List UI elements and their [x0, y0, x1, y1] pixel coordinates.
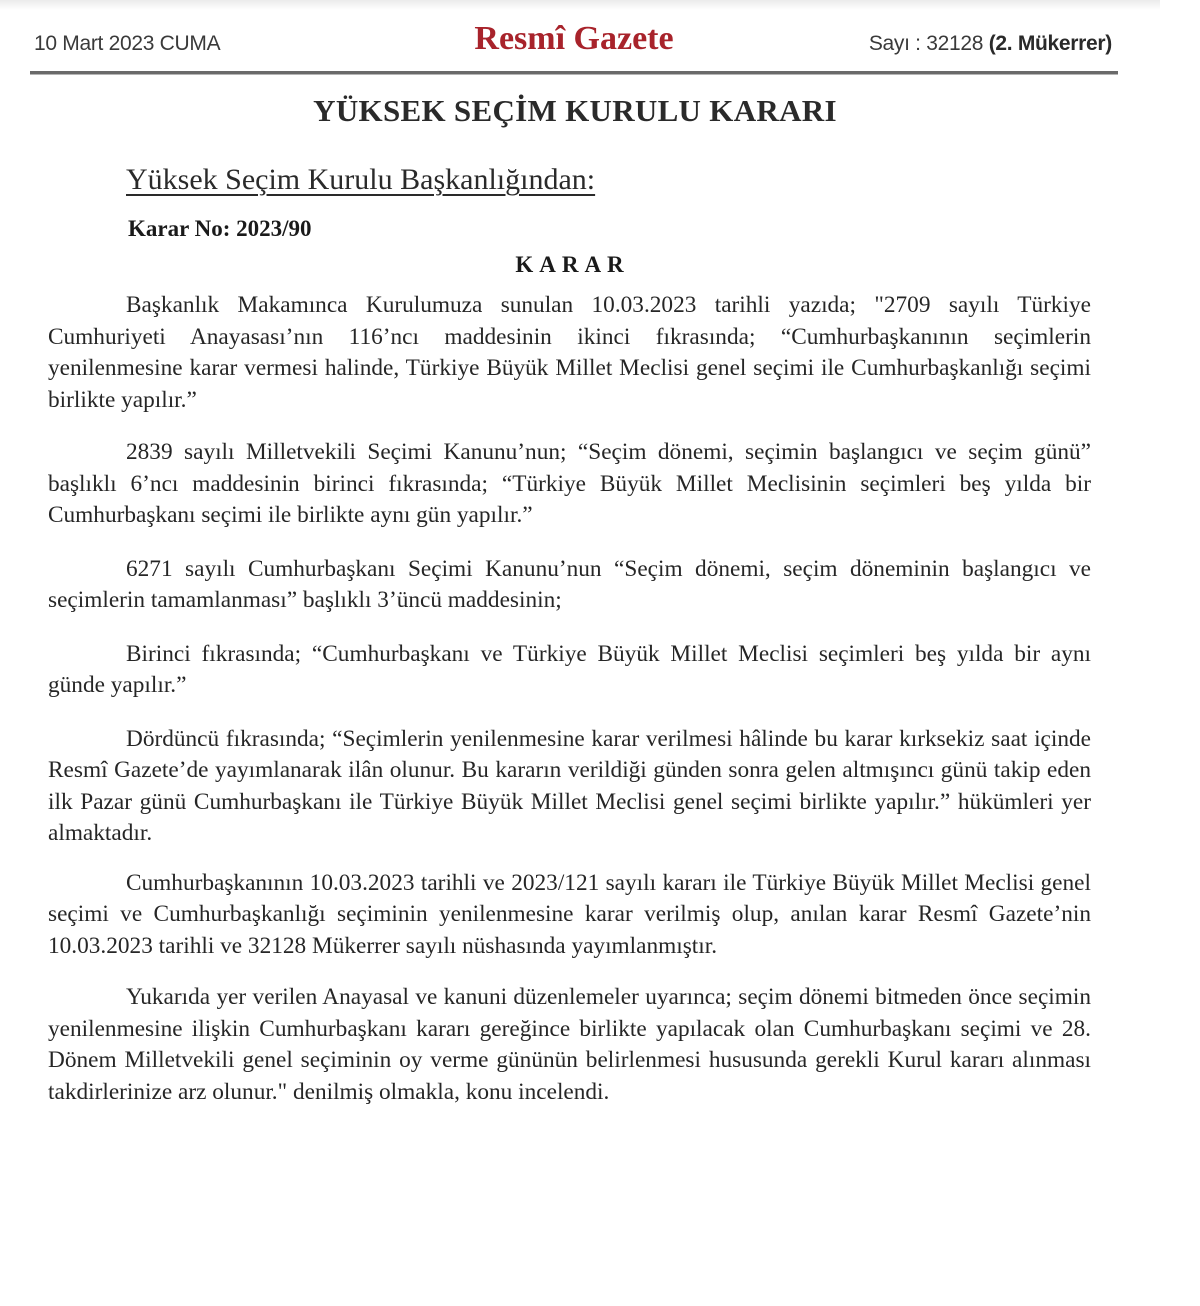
- issue-number-label: Sayı : 32128: [868, 32, 989, 55]
- document-title: YÜKSEK SEÇİM KURULU KARARI: [313, 93, 837, 128]
- page-top-shadow: [0, 0, 1160, 10]
- paragraph: Birinci fıkrasında; “Cumhurbaşkanı ve Türkiye Büyük Millet Meclisi seçimleri beş yılda bir aynı günde yapılır.”: [48, 640, 1091, 698]
- issue-repeat-label: (2. Mükerrer): [988, 32, 1112, 55]
- paragraph: Dördüncü fıkrasında; “Seçimlerin yenilenmesine karar verilmesi hâlinde bu karar kırksekiz saat içinde Resmî Gazete’de yayımlanarak ilân olunur. Bu kararın verildiği günden sonra gelen altmışıncı günü takip eden ilk Pazar günü Cumhurbaşkanı ile Türkiye Büyük Millet Meclisi genel seçimi birlikte yapılır.” hükümleri yer almaktadır.: [48, 725, 1091, 846]
- paragraph: Yukarıda yer verilen Anayasal ve kanuni düzenlemeler uyarınca; seçim dönemi bitmeden önce seçimin yenilenmesine ilişkin Cumhurbaşkanı kararı gereğince birlikte yapılacak olan Cumhurbaşkanı seçimi ve 28. Dönem Milletvekili genel seçiminin oy verme gününün belirlenmesi hususunda gerekli Kurul kararı alınması takdirlerinize arz olunur." denilmiş olmakla, konu incelendi.: [48, 984, 1091, 1105]
- section-heading: KARAR: [515, 252, 630, 277]
- paragraph: 6271 sayılı Cumhurbaşkanı Seçimi Kanunu’nun “Seçim dönemi, seçim döneminin başlangıcı ve seçimlerin tamamlanması” başlıklı 3’üncü maddesinin;: [48, 555, 1091, 613]
- paragraph: 2839 sayılı Milletvekili Seçimi Kanunu’nun; “Seçim dönemi, seçimin başlangıcı ve seçim günü” başlıklı 6’ncı maddesinin birinci fıkrasında; “Türkiye Büyük Millet Meclisinin seçimleri beş yılda bir Cumhurbaşkanı seçimi ile birlikte aynı gün yapılır.”: [48, 439, 1091, 528]
- header-divider: [30, 71, 1118, 75]
- decision-number: Karar No: 2023/90: [128, 216, 312, 241]
- issue-number: [869, 32, 1112, 56]
- gazette-header: [32, 20, 1116, 72]
- issuing-authority: Yüksek Seçim Kurulu Başkanlığından:: [126, 163, 596, 196]
- gazette-title: Resmî Gazete: [474, 20, 674, 57]
- paragraph: Cumhurbaşkanının 10.03.2023 tarihli ve 2023/121 sayılı kararı ile Türkiye Büyük Millet Meclisi genel seçimi ve Cumhurbaşkanlığı seçiminin yenilenmesine karar verilmiş olup, anılan karar Resmî Gazete’nin 10.03.2023 tarihli ve 32128 Mükerrer sayılı nüshasında yayımlanmıştır.: [48, 869, 1091, 959]
- decision-body: [48, 290, 1091, 1129]
- issue-date: 10 Mart 2023 CUMA: [34, 32, 221, 55]
- paragraph: Başkanlık Makamınca Kurulumuza sunulan 10.03.2023 tarihli yazıda; "2709 sayılı Türkiye Cumhuriyeti Anayasası’nın 116’ncı maddesinin ikinci fıkrasında; “Cumhurbaşkanının seçimlerin yenilenmesine karar vermesi halinde, Türkiye Büyük Millet Meclisi genel seçimi ile Cumhurbaşkanlığı seçimi birlikte yapılır.”: [48, 292, 1091, 413]
